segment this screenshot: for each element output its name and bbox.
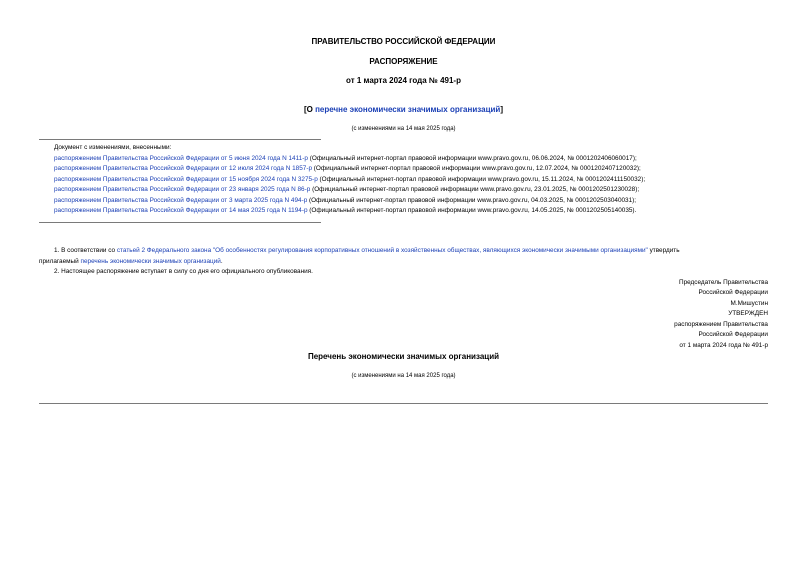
paragraph-1-continuation [39, 258, 223, 265]
changes-intro: Документ с изменениями, внесенными: [54, 144, 172, 151]
paragraph-1-line2-prefix: прилагаемый [39, 257, 81, 265]
title-bracket-open: [О [303, 105, 316, 114]
paragraph-2: 2. Настоящее распоряжение вступает в силу со дня его официального опубликования. [54, 268, 313, 275]
paragraph-1-line2-suffix: . [220, 257, 223, 265]
change-link[interactable]: распоряжением Правительства Российской Федерации от 15 ноября 2024 года N 3275-р [54, 175, 318, 183]
change-link[interactable]: распоряжением Правительства Российской Федерации от 5 июня 2024 года N 1411-р [54, 154, 308, 162]
paragraph-1-prefix: 1. В соответствии со [54, 247, 117, 254]
document-title [0, 105, 807, 114]
paragraph-1 [54, 247, 680, 254]
signer-name: М.Мишустин [730, 299, 768, 307]
change-link[interactable]: распоряжением Правительства Российской Федерации от 23 января 2025 года N 86-р [54, 186, 311, 193]
change-source: (Официальный интернет-портал правовой информации www.pravo.gov.ru, 14.05.2025, № 0001202505140035). [307, 207, 637, 214]
change-source: (Официальный интернет-портал правовой информации www.pravo.gov.ru, 23.01.2025, № 0001202501230028); [310, 186, 640, 193]
approved-line3: от 1 марта 2024 года № 491-р [679, 341, 768, 349]
signer-position-line2: Российской Федерации [698, 289, 768, 296]
approved-line2: Российской Федерации [698, 331, 768, 338]
edition-note: (с изменениями на 14 мая 2025 года) [351, 126, 456, 132]
change-item [54, 155, 637, 162]
change-link[interactable]: распоряжением Правительства Российской Федерации от 12 июля 2024 года N 1857-р [54, 165, 313, 172]
change-item [54, 186, 639, 193]
title-link[interactable]: перечне экономически значимых организаций [315, 105, 501, 114]
approved-label: УТВЕРЖДЕН [728, 310, 768, 317]
list-edition-note: (с изменениями на 14 мая 2025 года) [351, 373, 456, 379]
change-item [54, 165, 641, 172]
change-item [54, 207, 636, 214]
change-item [54, 197, 636, 204]
approved-line1: распоряжением Правительства [674, 320, 768, 328]
organizations-list-link[interactable]: перечень экономически значимых организаций [80, 257, 221, 265]
change-source: (Официальный интернет-портал правовой информации www.pravo.gov.ru, 06.06.2024, № 0001202406060017); [307, 154, 637, 162]
changes-top-divider [39, 139, 321, 140]
document-type: РАСПОРЯЖЕНИЕ [369, 57, 438, 66]
change-link[interactable]: распоряжением Правительства Российской Федерации от 14 мая 2025 года N 1194-р [54, 207, 308, 214]
change-source: (Официальный интернет-портал правовой информации www.pravo.gov.ru, 12.07.2024, № 0001202407120032); [312, 165, 641, 172]
change-source: (Официальный интернет-портал правовой информации www.pravo.gov.ru, 04.03.2025, № 0001202503040031); [307, 196, 637, 204]
bottom-divider [39, 403, 768, 404]
title-bracket-close: ] [500, 105, 503, 114]
change-source: (Официальный интернет-портал правовой информации www.pravo.gov.ru, 15.11.2024, № 0001202411150032); [317, 175, 646, 183]
changes-bottom-divider [39, 222, 321, 223]
government-name: ПРАВИТЕЛЬСТВО РОССИЙСКОЙ ФЕДЕРАЦИИ [311, 37, 496, 46]
signer-position-line1: Председатель Правительства [679, 278, 768, 286]
change-item [54, 176, 645, 183]
document-date-number: от 1 марта 2024 года № 491-р [346, 76, 461, 85]
law-article-link[interactable]: статьей 2 Федерального закона "Об особенностях регулирования корпоративных отношений в хозяйственных обществах, являющихся экономически значимыми организациями" [116, 247, 648, 254]
change-link[interactable]: распоряжением Правительства Российской Федерации от 3 марта 2025 года N 494-р [54, 196, 308, 204]
paragraph-1-suffix: утвердить [647, 247, 680, 254]
list-title: Перечень экономически значимых организаций [307, 352, 500, 361]
